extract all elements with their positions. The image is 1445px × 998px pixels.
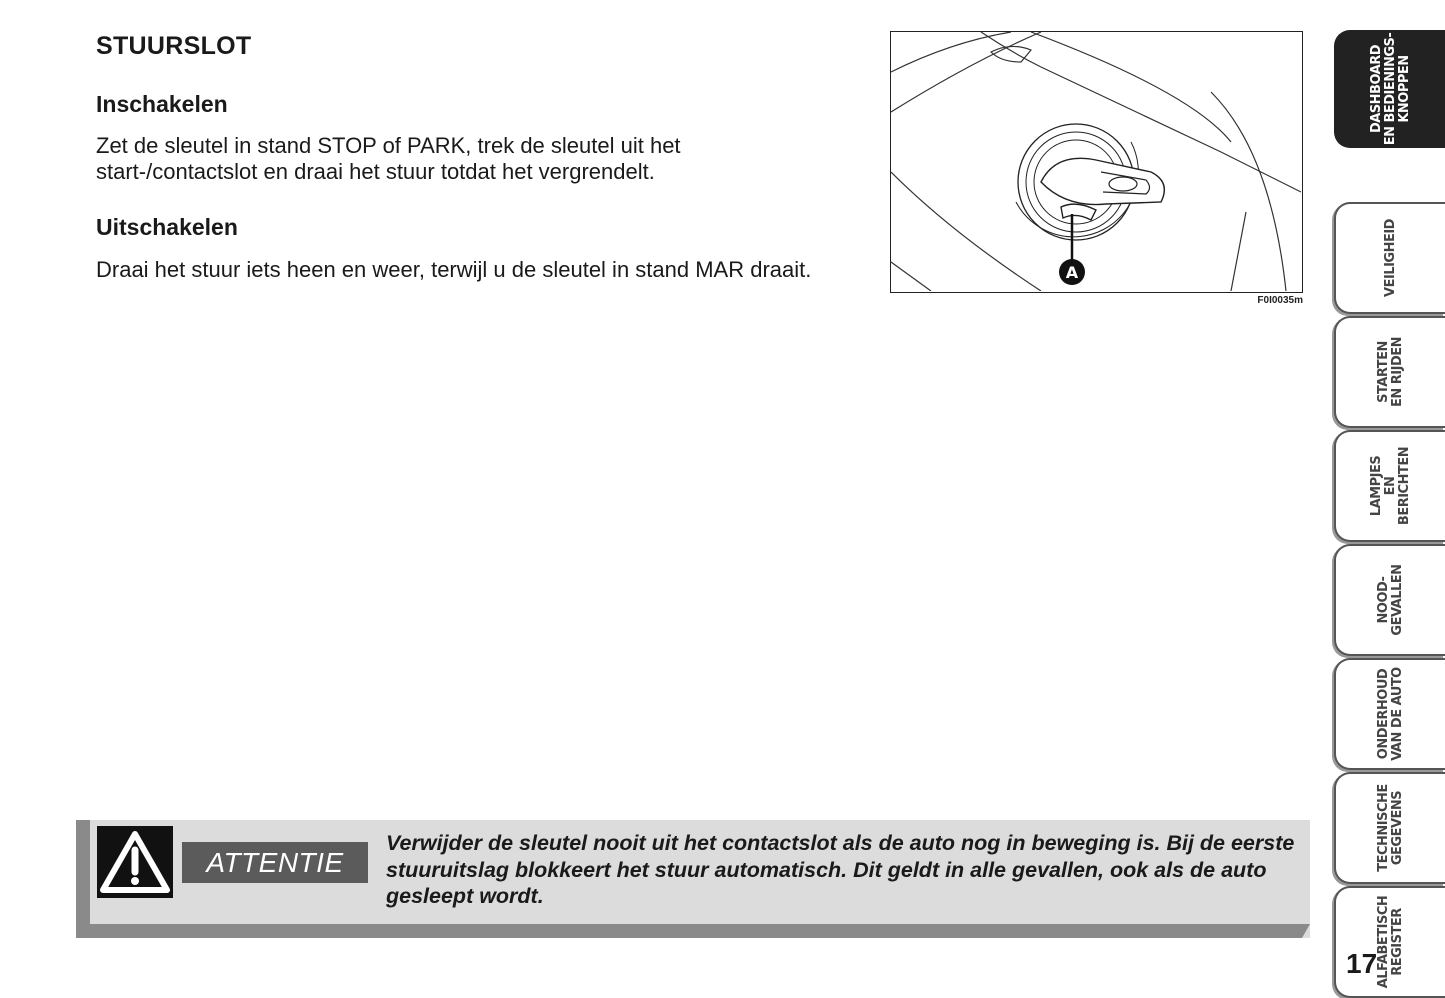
tab-dashboard[interactable] bbox=[1334, 30, 1445, 148]
tab-onderhoud[interactable] bbox=[1334, 658, 1445, 770]
tab-label: VEILIGHEID bbox=[1382, 219, 1398, 297]
text-inschakelen bbox=[96, 133, 816, 185]
tab-label: NOOD- GEVALLEN bbox=[1375, 564, 1405, 636]
tab-label: ONDERHOUD VAN DE AUTO bbox=[1375, 667, 1405, 761]
callout-a-label: A bbox=[1065, 263, 1079, 282]
warning-triangle-icon bbox=[97, 826, 173, 898]
page-number: 17 bbox=[1346, 948, 1378, 979]
heading-inschakelen: Inschakelen bbox=[96, 91, 228, 117]
tab-alfabetisch-register[interactable] bbox=[1334, 886, 1445, 998]
section-title: STUURSLOT bbox=[96, 32, 252, 60]
figure-code: F0I0035m bbox=[1257, 295, 1303, 306]
tab-label: STARTEN EN RIJDEN bbox=[1375, 336, 1405, 408]
tab-label: TECHNISCHE GEGEVENS bbox=[1375, 784, 1405, 872]
tab-starten[interactable] bbox=[1334, 316, 1445, 428]
tab-label: LAMPJES EN BERICHTEN bbox=[1368, 446, 1412, 526]
tab-noodgevallen[interactable] bbox=[1334, 544, 1445, 656]
warning-text-content: Verwijder de sleutel nooit uit het contactslot als de auto nog in beweging is. Bij de eerste stuuruitslag blokkeert het stuur automatisch. Dit geldt in alle gevallen, ook als de auto gesleept wordt. bbox=[386, 831, 1295, 908]
tab-label: ALFABETISCH REGISTER bbox=[1375, 895, 1405, 989]
tab-veiligheid[interactable] bbox=[1334, 202, 1445, 314]
ignition-lock-figure bbox=[890, 31, 1303, 293]
text-uitschakelen-content: Draai het stuur iets heen en weer, terwijl u de sleutel in stand MAR draait. bbox=[96, 257, 812, 282]
text-inschakelen-content: Zet de sleutel in stand STOP of PARK, trek de sleutel uit het start-/contactslot en draai het stuur totdat het vergrendelt. bbox=[96, 133, 681, 184]
ignition-lock-illustration bbox=[891, 32, 1301, 291]
text-uitschakelen bbox=[96, 257, 816, 283]
warning-shadow-left bbox=[76, 820, 90, 938]
warning-label: ATTENTIE bbox=[206, 847, 344, 878]
heading-uitschakelen: Uitschakelen bbox=[96, 214, 238, 240]
tab-technische-gegevens[interactable] bbox=[1334, 772, 1445, 884]
tab-label: DASHBOARD EN BEDIENINGS- KNOPPEN bbox=[1368, 32, 1412, 146]
warning-text bbox=[386, 830, 1298, 910]
tab-lampjes[interactable] bbox=[1334, 430, 1445, 542]
warning-shadow-bottom bbox=[76, 924, 1310, 938]
